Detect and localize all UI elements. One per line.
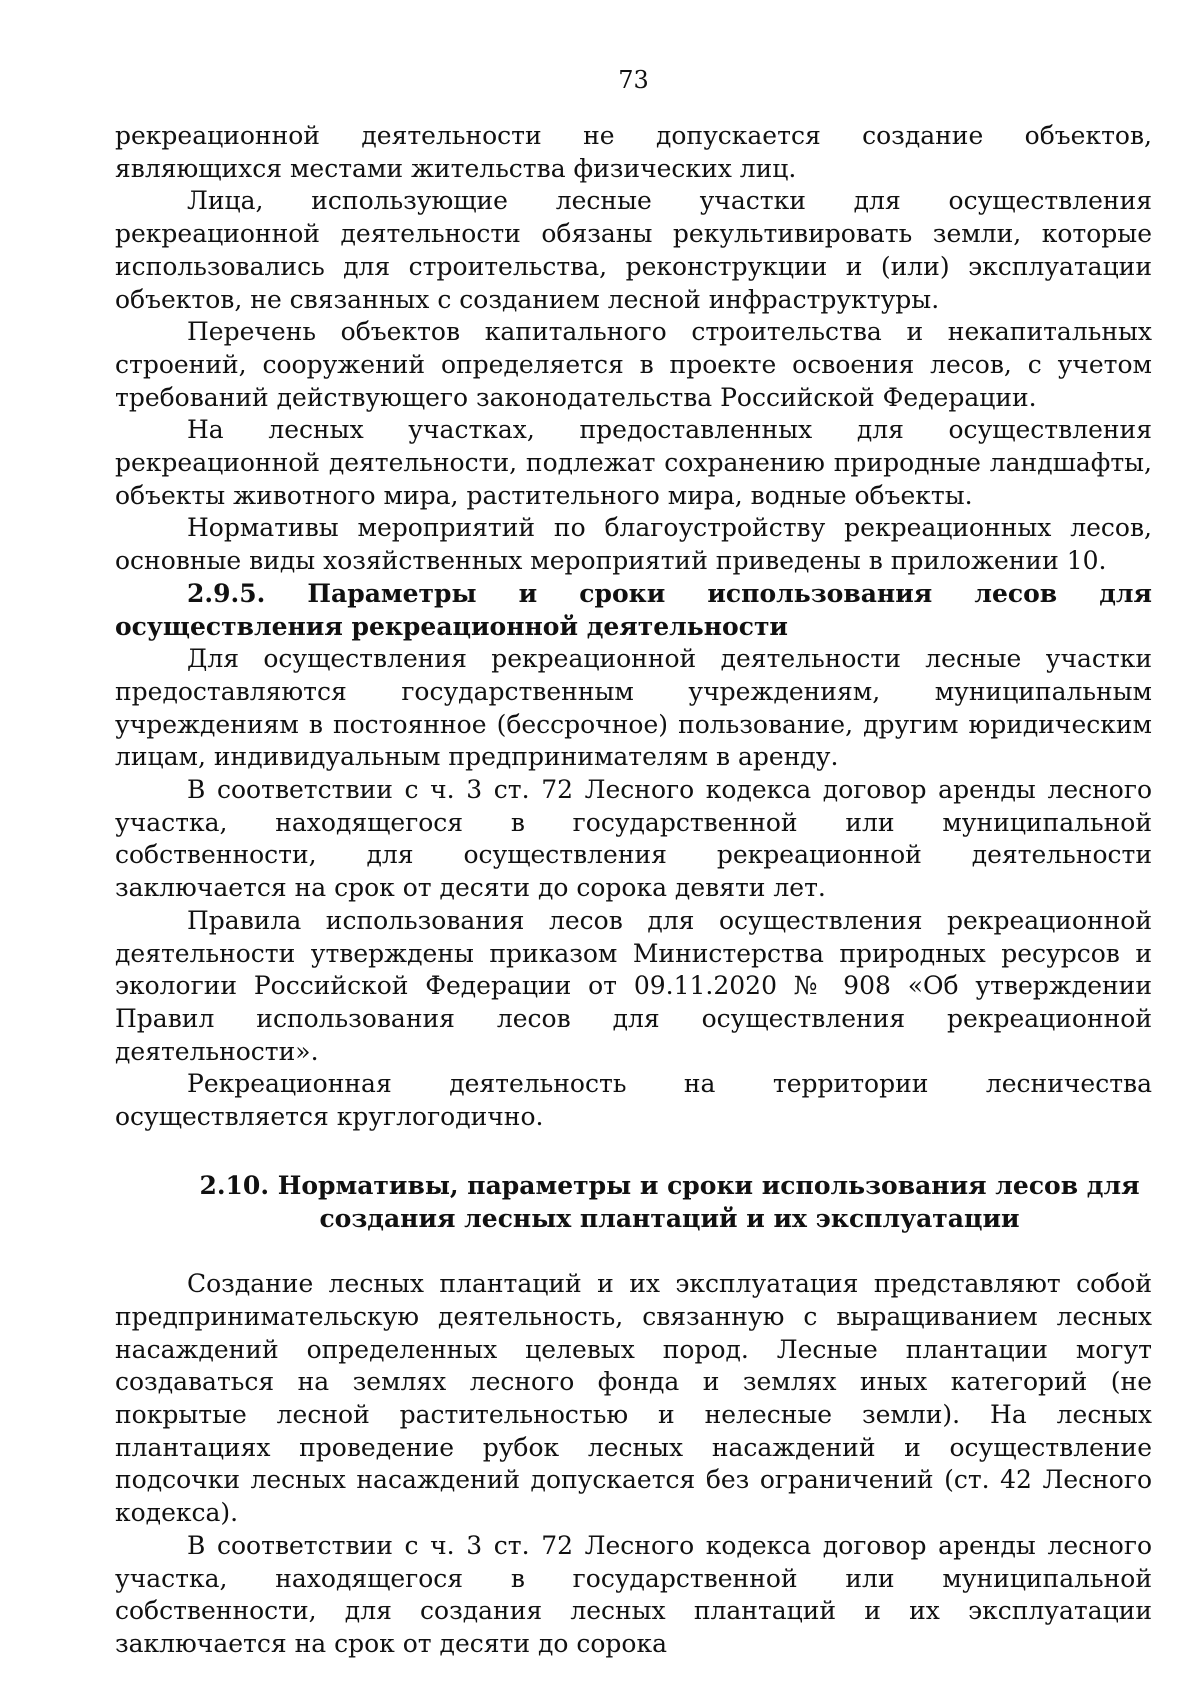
paragraph: На лесных участках, предоставленных для осуществления рекреационной деятельности, подлежат сохранению природные ландшафты, объекты животного мира, растительного мира, водные объекты. (115, 415, 1152, 510)
paragraph: рекреационной деятельности не допускается создание объектов, являющихся местами жительства физических лиц. (115, 121, 1152, 183)
paragraph: Рекреационная деятельность на территории лесничества осуществляется круглогодично. (115, 1069, 1152, 1132)
paragraph: Правила использования лесов для осуществления рекреационной деятельности утверждены приказом Министерства природных ресурсов и экологии Российской Федерации от 09.11.2020 № 908 «Об утверждении Правил использования лесов для осуществления рекреационной деятельности». (115, 905, 1152, 1066)
page-number: 73 (618, 66, 649, 94)
paragraph: Для осуществления рекреационной деятельности лесные участки предоставляются государственным учреждениям, муниципальным учреждениям в постоянное (бессрочное) пользование, другим юридическим лицам, индивидуальным предпринимателям в аренду. (115, 644, 1152, 772)
paragraph: Лица, использующие лесные участки для осуществления рекреационной деятельности обязаны рекультивировать земли, которые использовались для строительства, реконструкции и (или) эксплуатации объектов, не связанных с созданием лесной инфраструктуры. (115, 186, 1152, 314)
paragraph: Нормативы мероприятий по благоустройству рекреационных лесов, основные виды хозяйственных мероприятий приведены в приложении 10. (115, 513, 1152, 576)
paragraph: В соответствии с ч. 3 ст. 72 Лесного кодекса договор аренды лесного участка, находящегося в государственной или муниципальной собственности, для создания лесных плантаций и их эксплуатации заключается на срок от десяти до сорока (115, 1530, 1152, 1658)
page-content (115, 120, 1152, 1661)
paragraph: В соответствии с ч. 3 ст. 72 Лесного кодекса договор аренды лесного участка, находящегося в государственной или муниципальной собственности, для осуществления рекреационной деятельности заключается на срок от десяти до сорока девяти лет. (115, 775, 1152, 903)
paragraph: Перечень объектов капитального строительства и некапитальных строений, сооружений определяется в проекте освоения лесов, с учетом требований действующего законодательства Российской Федерации. (115, 317, 1152, 412)
section-heading: 2.10. Нормативы, параметры и сроки использования лесов для создания лесных плантаций и их эксплуатации (199, 1170, 1140, 1233)
subsection-heading: 2.9.5. Параметры и сроки использования лесов для осуществления рекреационной деятельности (115, 578, 1152, 641)
paragraph: Создание лесных плантаций и их эксплуатация представляют собой предпринимательскую деятельность, связанную с выращиванием лесных насаждений определенных целевых пород. Лесные плантации могут создаваться на землях лесного фонда и землях иных категорий (не покрытые лесной растительностью и нелесные земли). На лесных плантациях проведение рубок лесных насаждений и осуществление подсочки лесных насаждений допускается без ограничений (ст. 42 Лесного кодекса). (115, 1269, 1152, 1528)
